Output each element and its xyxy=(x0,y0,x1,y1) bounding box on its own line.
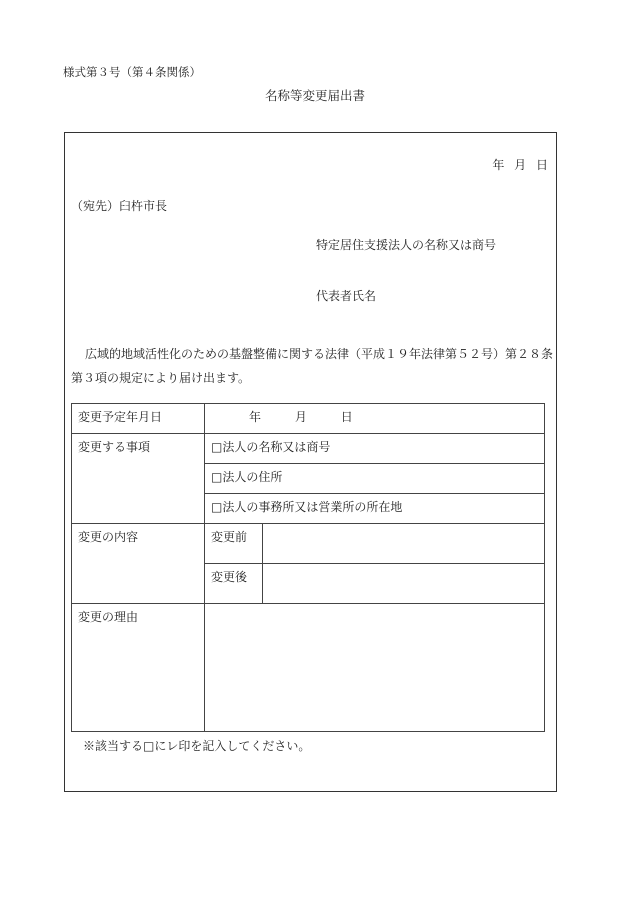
table-row xyxy=(72,524,545,564)
footnote: ※該当する□にレ印を記入してください。 xyxy=(83,739,311,753)
addressee-label: （宛先）臼杵市長 xyxy=(71,199,168,213)
submission-date-field[interactable]: 年 月 日 xyxy=(492,158,548,172)
checkbox-item-address[interactable]: □法人の住所 xyxy=(205,464,545,494)
reason-input[interactable] xyxy=(205,604,545,732)
reason-label: 変更の理由 xyxy=(72,604,205,732)
checkbox-item-office[interactable]: □法人の事務所又は営業所の所在地 xyxy=(205,494,545,524)
document-title: 名称等変更届出書 xyxy=(264,88,365,103)
scheduled-date-field[interactable] xyxy=(205,404,545,434)
before-input[interactable] xyxy=(263,524,545,564)
form-number-label: 様式第３号（第４条関係） xyxy=(63,65,201,79)
checkbox-item-name[interactable]: □法人の名称又は商号 xyxy=(205,434,545,464)
corporation-name-label: 特定居住支援法人の名称又は商号 xyxy=(316,238,497,252)
table-row xyxy=(72,404,545,434)
scheduled-date-label: 変更予定年月日 xyxy=(72,404,205,434)
table-row xyxy=(72,604,545,732)
before-label: 変更前 xyxy=(205,524,263,564)
change-content-label: 変更の内容 xyxy=(72,524,205,604)
month-label: 月 xyxy=(294,410,307,424)
change-items-label: 変更する事項 xyxy=(72,434,205,524)
year-label: 年 xyxy=(249,410,262,424)
declaration-text: 広域的地域活性化のための基盤整備に関する法律（平成１９年法律第５２号）第２８条第３項の規定により届け出ます。 xyxy=(71,347,554,385)
day-label: 日 xyxy=(340,410,353,424)
table-row xyxy=(72,434,545,464)
after-label: 変更後 xyxy=(205,564,263,604)
after-input[interactable] xyxy=(263,564,545,604)
change-details-table xyxy=(71,403,545,732)
representative-name-label: 代表者氏名 xyxy=(316,289,377,303)
